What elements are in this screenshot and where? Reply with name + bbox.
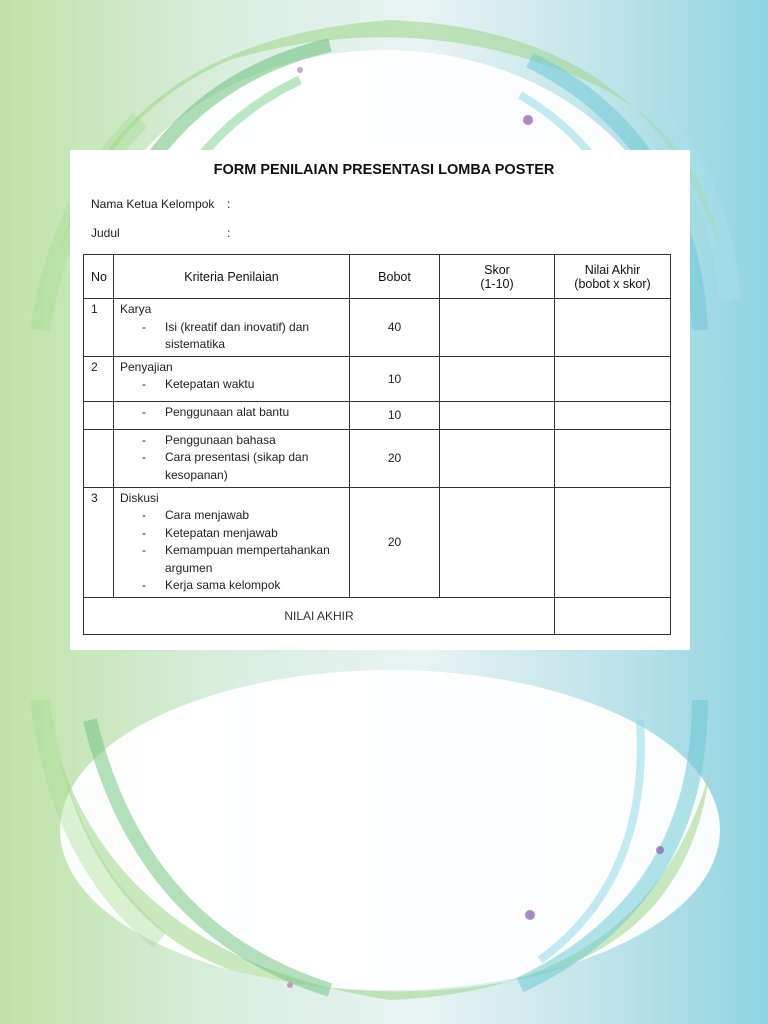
- form-title: FORM PENILAIAN PRESENTASI LOMBA POSTER: [213, 162, 555, 178]
- row-criteria: [114, 401, 350, 429]
- final-score-label: NILAI AKHIR: [84, 597, 555, 634]
- criteria-title: Karya: [120, 302, 152, 316]
- criteria-item: - Isi (kreatif dan inovatif) dan sistematika: [142, 319, 345, 354]
- row-number: [84, 401, 114, 429]
- final-score-cell[interactable]: [555, 597, 671, 634]
- row-criteria: [114, 429, 350, 487]
- field-label: Nama Ketua Kelompok: [91, 197, 215, 211]
- table-row: [84, 487, 671, 597]
- criteria-title: Diskusi: [120, 490, 159, 505]
- skor-cell[interactable]: [440, 401, 555, 429]
- criteria-item: - Cara menjawab: [142, 507, 345, 525]
- field-nama-ketua: [91, 197, 231, 211]
- criteria-item: - Ketepatan menjawab: [142, 525, 345, 543]
- row-criteria: [114, 356, 350, 401]
- skor-cell[interactable]: [440, 299, 555, 357]
- assessment-table: [83, 254, 671, 635]
- skor-cell[interactable]: [440, 356, 555, 401]
- row-bobot: 20: [350, 429, 440, 487]
- header-skor-line2: (1-10): [480, 276, 514, 291]
- criteria-item: - Ketepatan waktu: [142, 376, 345, 394]
- table-header-row: [84, 255, 671, 299]
- row-number: 2: [84, 356, 114, 401]
- criteria-item: - Cara presentasi (sikap dan kesopanan): [142, 449, 345, 484]
- header-bobot: Bobot: [350, 255, 440, 299]
- field-label: Judul: [91, 226, 120, 240]
- table-row: [84, 401, 671, 429]
- field-colon: :: [227, 197, 231, 211]
- table-row: [84, 429, 671, 487]
- header-kriteria: Kriteria Penilaian: [114, 255, 350, 299]
- row-bobot: 40: [350, 299, 440, 357]
- row-criteria: [114, 299, 350, 357]
- row-bobot: 10: [350, 401, 440, 429]
- nilai-akhir-cell[interactable]: [555, 299, 671, 357]
- nilai-akhir-cell[interactable]: [555, 429, 671, 487]
- table-row: [84, 299, 671, 357]
- field-colon: :: [227, 226, 231, 240]
- row-bobot: 10: [350, 356, 440, 401]
- final-score-row: [84, 597, 671, 634]
- row-number: [84, 429, 114, 487]
- row-criteria: [114, 487, 350, 597]
- header-nilai-akhir: [555, 255, 671, 299]
- field-judul: [91, 226, 231, 240]
- header-skor: [440, 255, 555, 299]
- header-skor-line1: Skor: [484, 262, 510, 277]
- skor-cell[interactable]: [440, 429, 555, 487]
- criteria-item: - Penggunaan bahasa: [142, 432, 345, 450]
- criteria-item: - Kerja sama kelompok: [142, 577, 345, 595]
- nilai-akhir-cell[interactable]: [555, 401, 671, 429]
- nilai-akhir-cell[interactable]: [555, 356, 671, 401]
- skor-cell[interactable]: [440, 487, 555, 597]
- row-number: 3: [84, 487, 114, 597]
- criteria-title: Penyajian: [120, 359, 173, 374]
- header-nilai-line1: Nilai Akhir: [584, 262, 641, 277]
- header-nilai-line2: (bobot x skor): [574, 276, 651, 291]
- nilai-akhir-cell[interactable]: [555, 487, 671, 597]
- row-bobot: 20: [350, 487, 440, 597]
- criteria-item: - Penggunaan alat bantu: [142, 404, 345, 422]
- header-no: No: [84, 255, 114, 299]
- table-row: [84, 356, 671, 401]
- criteria-item: - Kemampuan mempertahankan argumen: [142, 542, 345, 577]
- row-number: 1: [84, 299, 114, 357]
